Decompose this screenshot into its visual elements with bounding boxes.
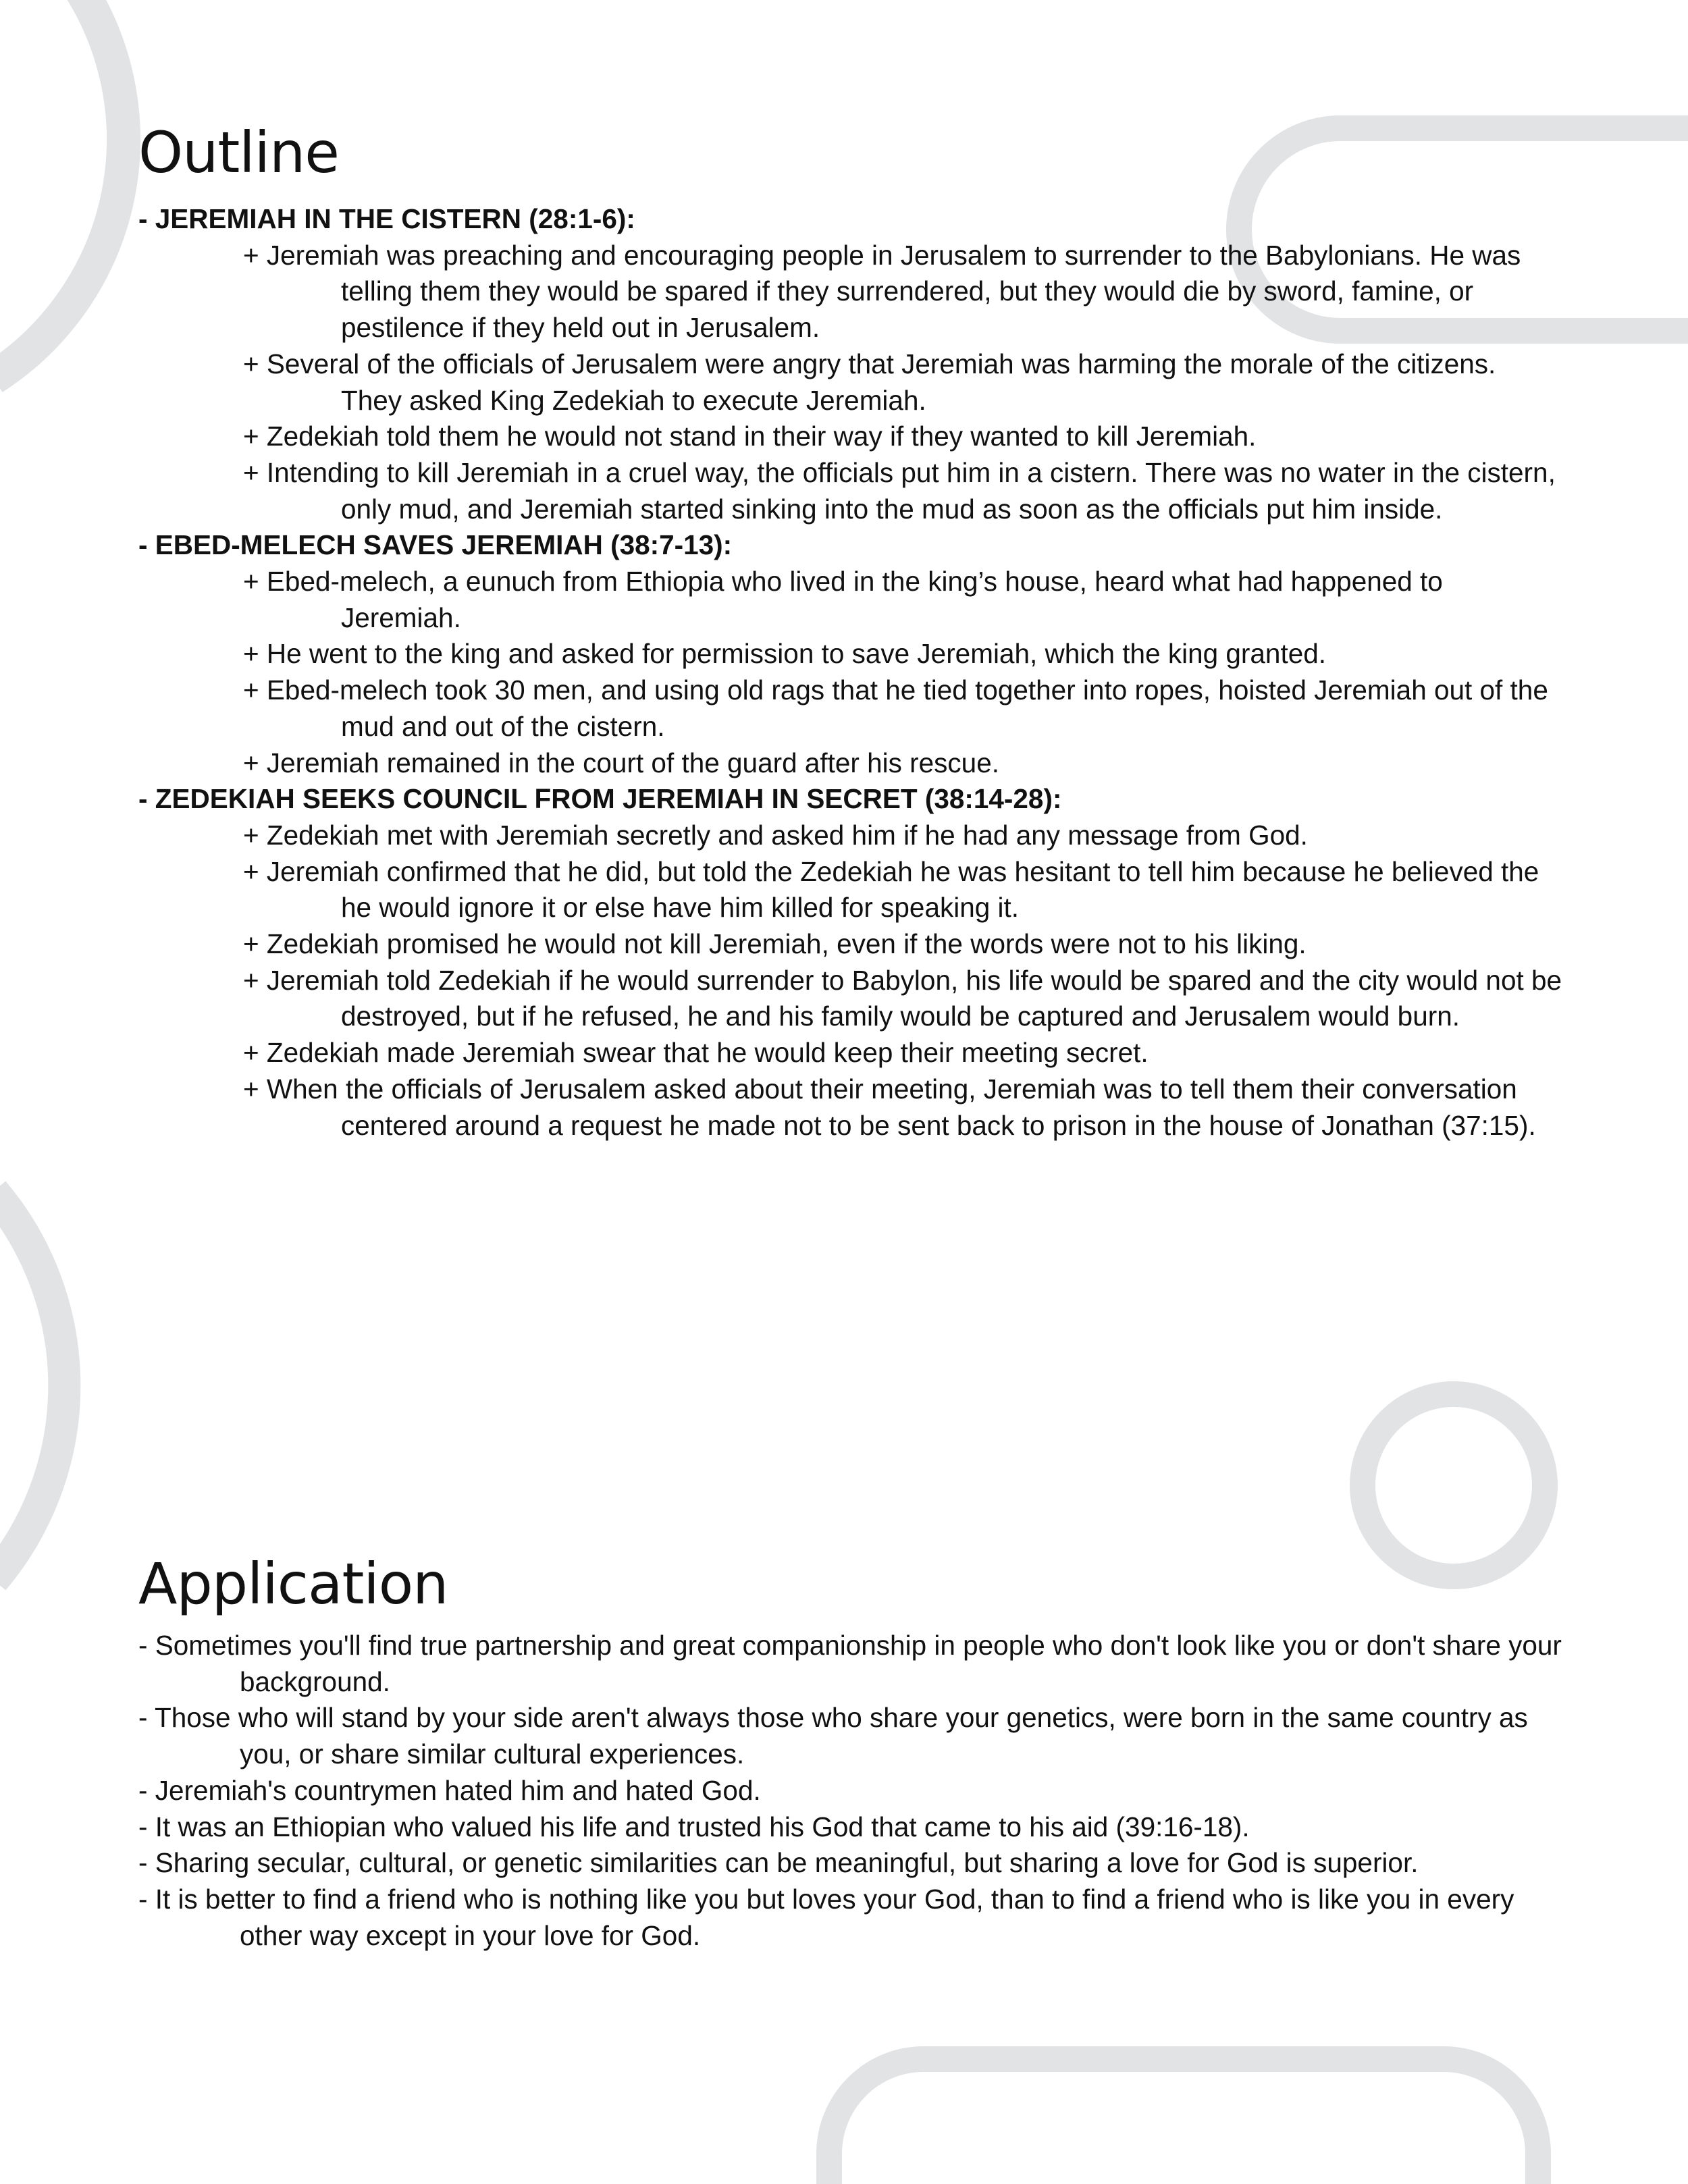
- application-list: [138, 1628, 1563, 1954]
- outline-bullet: + Ebed-melech took 30 men, and using old rags that he tied together into ropes, hoisted Jeremiah out of the mud and out of the cistern.: [243, 674, 1548, 742]
- application-item: - It is better to find a friend who is nothing like you but loves your God, than to find a friend who is like you in every other way except in your love for God.: [138, 1883, 1514, 1951]
- outline-list: [138, 201, 1563, 1144]
- outline-bullet: + Jeremiah told Zedekiah if he would surrender to Babylon, his life would be spared and the city would not be destroyed, but if he refused, he and his family would be captured and Jerusalem would burn.: [243, 964, 1562, 1032]
- outline-bullet: + When the officials of Jerusalem asked about their meeting, Jeremiah was to tell them their conversation centered around a request he made not to be sent back to prison in the house of Jonathan (37:15).: [243, 1073, 1536, 1141]
- outline-section-ebed-melech: [138, 527, 1563, 781]
- outline-bullet: + Jeremiah remained in the court of the guard after his rescue.: [243, 747, 999, 778]
- application-item: - It was an Ethiopian who valued his life and trusted his God that came to his aid (39:16-18).: [138, 1811, 1250, 1842]
- outline-section-cistern: [138, 201, 1563, 527]
- top-left-arc-decoration: [0, 0, 124, 378]
- application-heading: Application: [138, 1551, 448, 1617]
- outline-bullet: + He went to the king and asked for permission to save Jeremiah, which the king granted.: [243, 638, 1327, 670]
- bottom-pill-decoration: [829, 2059, 1538, 2184]
- mid-left-arc-decoration: [0, 1192, 64, 1580]
- outline-bullet: + Ebed-melech, a eunuch from Ethiopia who lived in the king’s house, heard what had happened to Jeremiah.: [243, 566, 1443, 633]
- outline-bullet: + Zedekiah met with Jeremiah secretly and asked him if he had any message from God.: [243, 819, 1308, 851]
- section-heading: - JEREMIAH IN THE CISTERN (28:1-6):: [138, 203, 635, 234]
- section-heading: - EBED-MELECH SAVES JEREMIAH (38:7-13):: [138, 529, 733, 561]
- outline-heading: Outline: [138, 119, 339, 186]
- outline-section-zedekiah: [138, 781, 1563, 1144]
- outline-bullet: + Jeremiah confirmed that he did, but told the Zedekiah he was hesitant to tell him because he believed the he would ignore it or else have him killed for speaking it.: [243, 855, 1539, 924]
- outline-bullet: + Several of the officials of Jerusalem were angry that Jeremiah was harming the morale of the citizens. They asked King Zedekiah to execute Jeremiah.: [243, 348, 1496, 416]
- outline-bullet: + Zedekiah told them he would not stand in their way if they wanted to kill Jeremiah.: [243, 421, 1257, 452]
- application-item: - Jeremiah's countrymen hated him and hated God.: [138, 1774, 761, 1806]
- outline-bullet: + Zedekiah promised he would not kill Jeremiah, even if the words were not to his liking.: [243, 928, 1307, 960]
- right-ring-decoration: [1363, 1394, 1545, 1576]
- application-item: - Sometimes you'll find true partnership and great companionship in people who don't look like you or don't share your background.: [138, 1630, 1562, 1697]
- application-item: - Sharing secular, cultural, or genetic similarities can be meaningful, but sharing a love for God is superior.: [138, 1847, 1419, 1879]
- section-heading: - ZEDEKIAH SEEKS COUNCIL FROM JEREMIAH IN SECRET (38:14-28):: [138, 783, 1062, 815]
- outline-bullet: + Zedekiah made Jeremiah swear that he would keep their meeting secret.: [243, 1037, 1149, 1069]
- application-item: - Those who will stand by your side aren't always those who share your genetics, were born in the same country as you, or share similar cultural experiences.: [138, 1702, 1528, 1770]
- outline-bullet: + Jeremiah was preaching and encouraging people in Jerusalem to surrender to the Babylonians. He was telling them they would be spared if they surrendered, but they would die by sword, famine, or pestilence if they held out in Jerusalem.: [243, 239, 1521, 344]
- outline-bullet: + Intending to kill Jeremiah in a cruel way, the officials put him in a cistern. There was no water in the cistern, only mud, and Jeremiah started sinking into the mud as soon as the officials put him inside.: [243, 456, 1556, 525]
